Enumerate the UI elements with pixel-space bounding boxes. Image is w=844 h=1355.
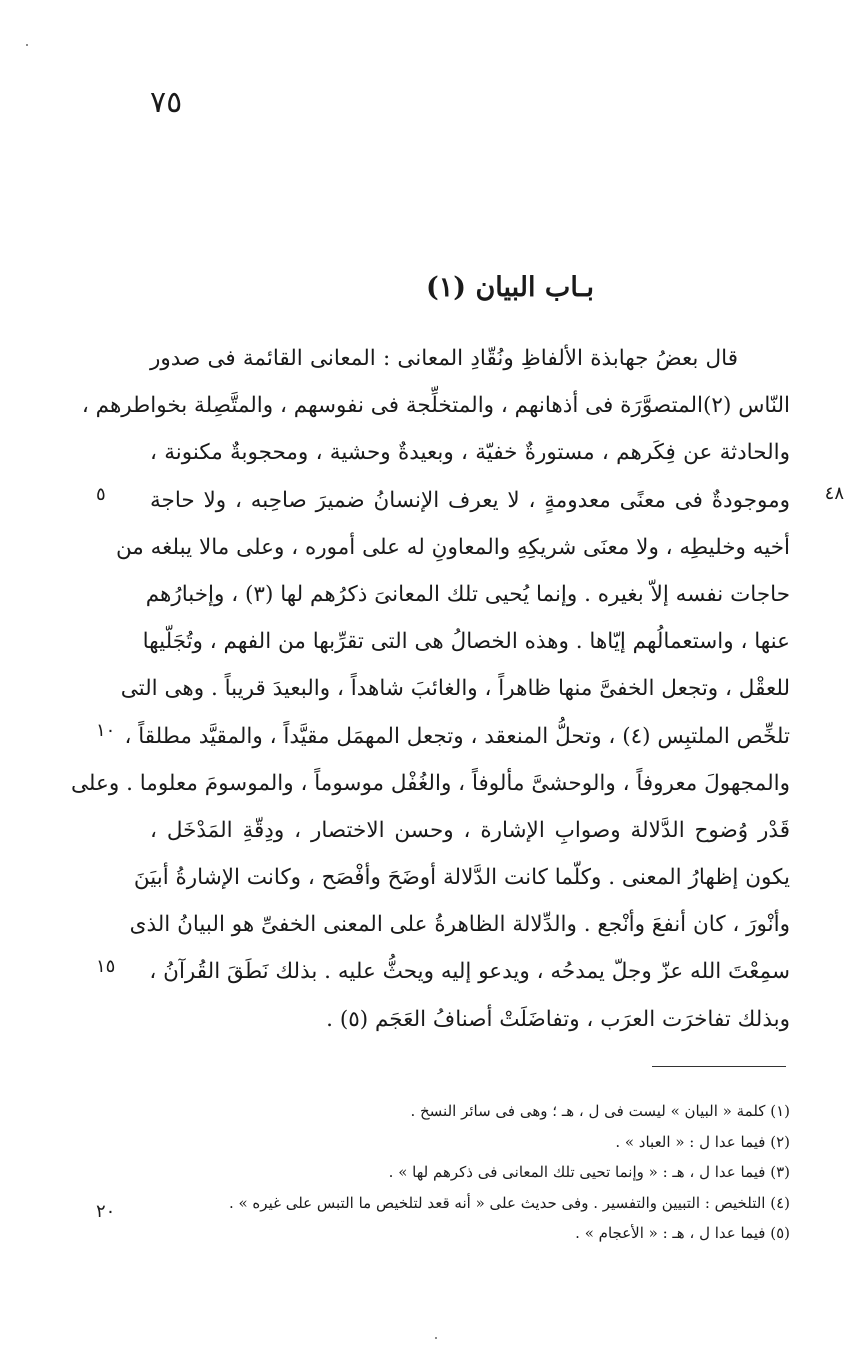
- footnote: (٣) فيما عدا ل ، هـ : « وإنما تحيى تلك المعانى فى ذكرهم لها » .: [388, 1163, 790, 1181]
- scan-speck: [26, 44, 28, 46]
- footnote: (١) كلمة « البيان » ليست فى ل ، هـ ؛ وهى فى سائر النسخ .: [410, 1102, 790, 1120]
- text-line: والمجهولَ معروفاً ، والوحشىَّ مألوفاً ، والغُفْل موسوماً ، والموسومَ معلوما . وعلى: [71, 770, 790, 796]
- text-line: أخيه وخليطِه ، ولا معنَى شريكِهِ والمعاونِ له على أموره ، وعلى مالا يبلغه من: [115, 534, 790, 560]
- margin-line-number: ٢٠: [96, 1201, 116, 1222]
- text-line: يكون إظهارُ المعنى . وكلّما كانت الدَّلالة أوضَحَ وأفْصَح ، وكانت الإشارةُ أبيَنَ: [133, 865, 790, 891]
- text-line: سمِعْتَ الله عزّ وجلّ يمدحُه ، ويدعو إليه ويحثُّ عليه . بذلك نَطَقَ القُرآنُ ،: [149, 959, 790, 985]
- chapter-title: بـاب البيان (١): [425, 272, 595, 303]
- scan-speck: [435, 1337, 437, 1339]
- footnote: (٥) فيما عدا ل ، هـ : « الأعجام » .: [575, 1224, 790, 1242]
- original-page-marker: ٤٨: [824, 483, 844, 504]
- text-line: للعقْل ، وتجعل الخفىَّ منها ظاهراً ، والغائبَ شاهداً ، والبعيدَ قريباً . وهى التى: [120, 676, 790, 702]
- page-number: ٧٥: [150, 85, 183, 120]
- footnote: (٤) التلخيص : التبيين والتفسير . وفى حديث على « أنه قعد لتلخيص ما التبس على غيره » .: [228, 1193, 790, 1212]
- text-line: عنها ، واستعمالُهم إيّاها . وهذه الخصالُ هى التى تقرِّبها من الفهم ، وتُجَلّيها: [142, 629, 790, 655]
- text-line: وأنْورَ ، كان أنفعَ وأنْجع . والدِّلالة الظاهرةُ على المعنى الخفىِّ هو البيانُ الذى: [129, 912, 790, 938]
- text-line: حاجات نفسه إلاّ بغيره . وإنما يُحيى تلك المعانىَ ذكرُهم لها (٣) ، وإخبارُهم: [145, 581, 790, 607]
- margin-line-number: ١٠: [96, 720, 116, 741]
- text-line: قال بعضُ جهابذة الألفاظِ ونُقّادِ المعانى : المعانى القائمة فى صدور: [150, 346, 738, 371]
- text-line: قَدْر وُضوح الدَّلالة وصوابِ الإشارة ، وحسن الاختصار ، ودِقّةِ المَدْخَل ،: [150, 817, 790, 843]
- text-line: والحادثة عن فِكَرهم ، مستورةٌ خفيّة ، وبعيدةٌ وحشية ، ومحجوبةٌ مكنونة ،: [150, 440, 790, 466]
- text-line: تلخِّص الملتبِس (٤) ، وتحلُّ المنعقد ، وتجعل المهمَل مقيَّداً ، والمقيَّد مطلقاً ،: [124, 723, 790, 749]
- text-line: النّاس (٢)المتصوَّرَة فى أذهانهم ، والمتخلِّجة فى نفوسهم ، والمتَّصِلة بخواطرهم ،: [81, 393, 790, 419]
- margin-line-number: ٥: [96, 484, 106, 505]
- text-line: وموجودةٌ فى معنًى معدومةٍ ، لا يعرف الإنسانُ ضميرَ صاحِبه ، ولا حاجة: [150, 487, 790, 513]
- footnote: (٢) فيما عدا ل : « العباد » .: [615, 1132, 790, 1151]
- text-line: وبذلك تفاخرَت العرَب ، وتفاضَلَتْ أصنافُ العَجَم (٥) .: [326, 1006, 790, 1032]
- margin-line-number: ١٥: [96, 956, 116, 977]
